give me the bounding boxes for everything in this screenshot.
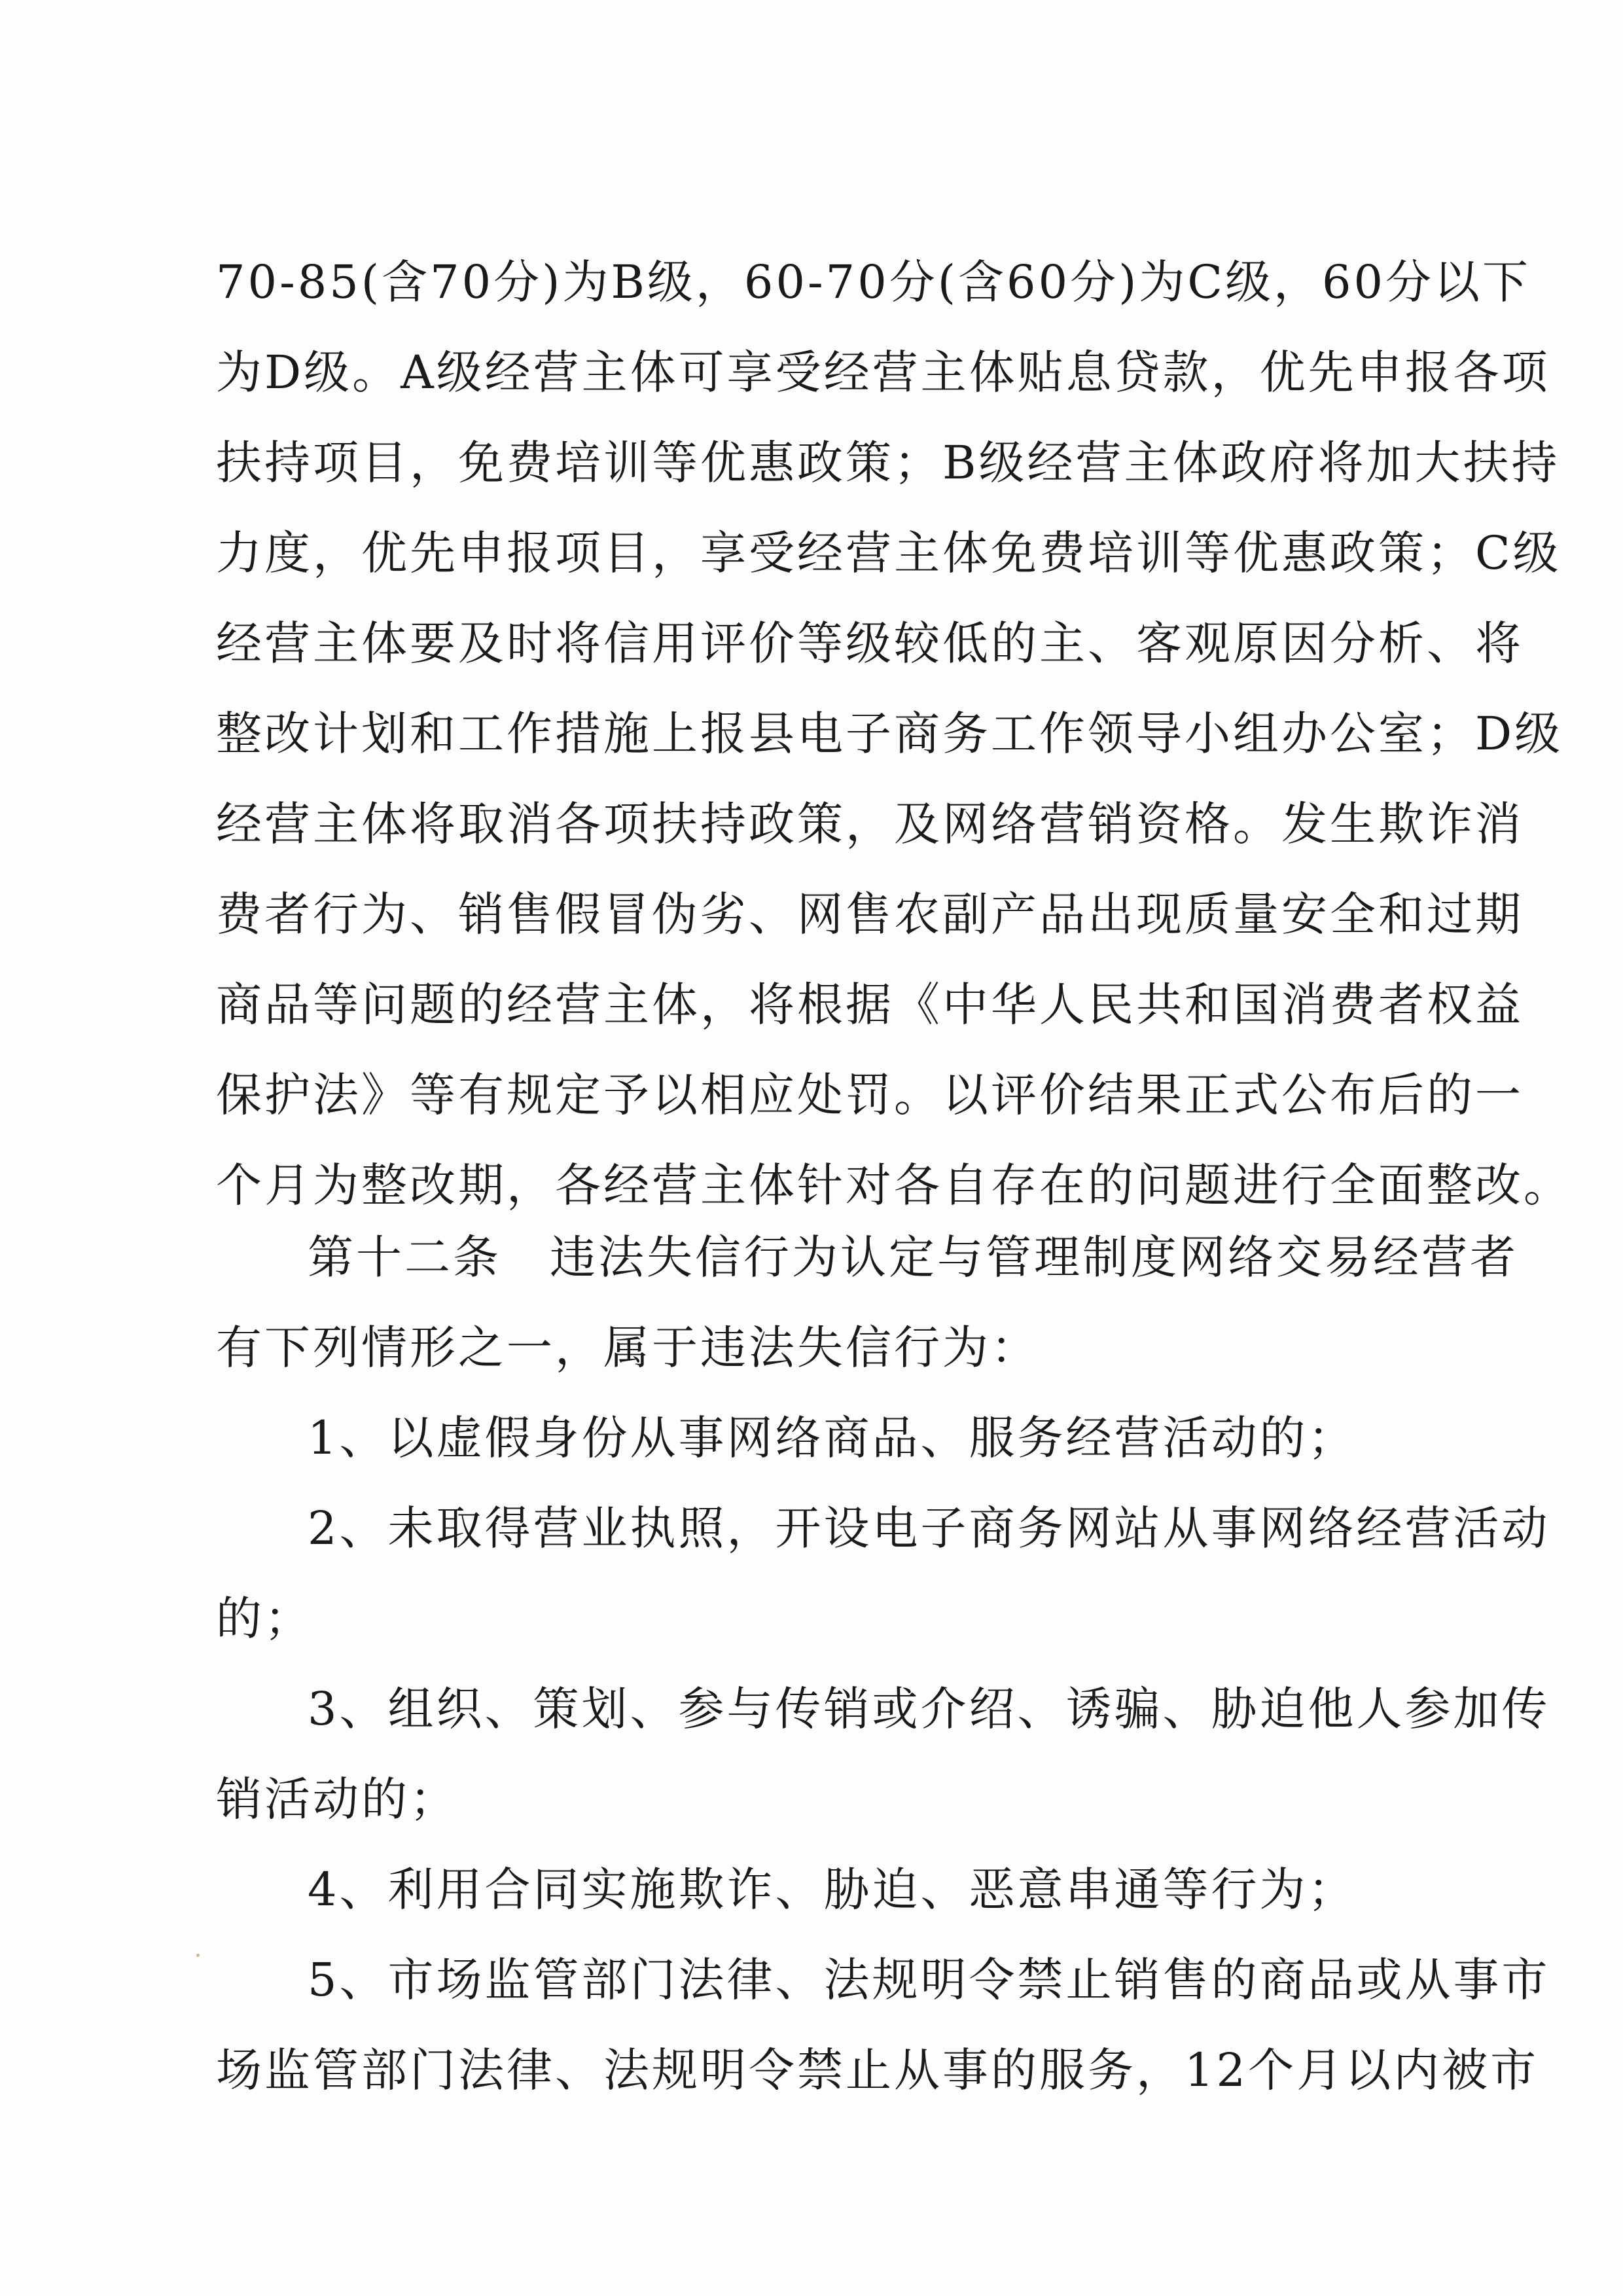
text-line: 费者行为、销售假冒伪劣、网售农副产品出现质量安全和过期: [216, 888, 1524, 941]
list-item-4: 4、利用合同实施欺诈、胁迫、恶意串通等行为；: [308, 1863, 1357, 1916]
text-line: 整改计划和工作措施上报县电子商务工作领导小组办公室；D级: [216, 707, 1563, 761]
text-line: 扶持项目，免费培训等优惠政策；B级经营主体政府将加大扶持: [216, 436, 1560, 490]
article-heading-line: 第十二条 违法失信行为认定与管理制度网络交易经营者: [308, 1230, 1518, 1284]
text-line: 经营主体要及时将信用评价等级较低的主、客观原因分析、将: [216, 617, 1524, 670]
text-line: 保护法》等有规定予以相应处罚。以评价结果正式公布后的一: [216, 1068, 1524, 1122]
text-line: 经营主体将取消各项扶持政策，及网络营销资格。发生欺诈消: [216, 797, 1524, 851]
text-line: 为D级。A级经营主体可享受经营主体贴息贷款，优先申报各项: [216, 346, 1550, 399]
list-item-5-continued: 场监管部门法律、法规明令禁止从事的服务，12个月以内被市: [216, 2043, 1539, 2097]
list-item-2: 2、未取得营业执照，开设电子商务网站从事网络经营活动: [308, 1501, 1550, 1555]
list-item-5: 5、市场监管部门法律、法规明令禁止销售的商品或从事市: [308, 1953, 1550, 2007]
scan-speck: [196, 1954, 200, 1957]
paragraph-rating-levels: [216, 237, 1572, 1230]
list-item-1: 1、以虚假身份从事网络商品、服务经营活动的；: [308, 1411, 1357, 1465]
text-line: 个月为整改期，各经营主体针对各自存在的问题进行全面整改。: [216, 1158, 1572, 1212]
text-line: 70-85(含70分)为B级，60-70分(含60分)为C级，60分以下: [216, 255, 1531, 309]
list-item-3-continued: 销活动的；: [216, 1772, 458, 1826]
list-item-3: 3、组织、策划、参与传销或介绍、诱骗、胁迫他人参加传: [308, 1682, 1550, 1736]
list-item-2-continued: 的；: [216, 1592, 313, 1645]
text-line: 力度，优先申报项目，享受经营主体免费培训等优惠政策；C级: [216, 526, 1561, 580]
article-12-section: [216, 1212, 1550, 2115]
article-heading-line: 有下列情形之一，属于违法失信行为：: [216, 1321, 1039, 1374]
text-line: 商品等问题的经营主体，将根据《中华人民共和国消费者权益: [216, 978, 1524, 1031]
